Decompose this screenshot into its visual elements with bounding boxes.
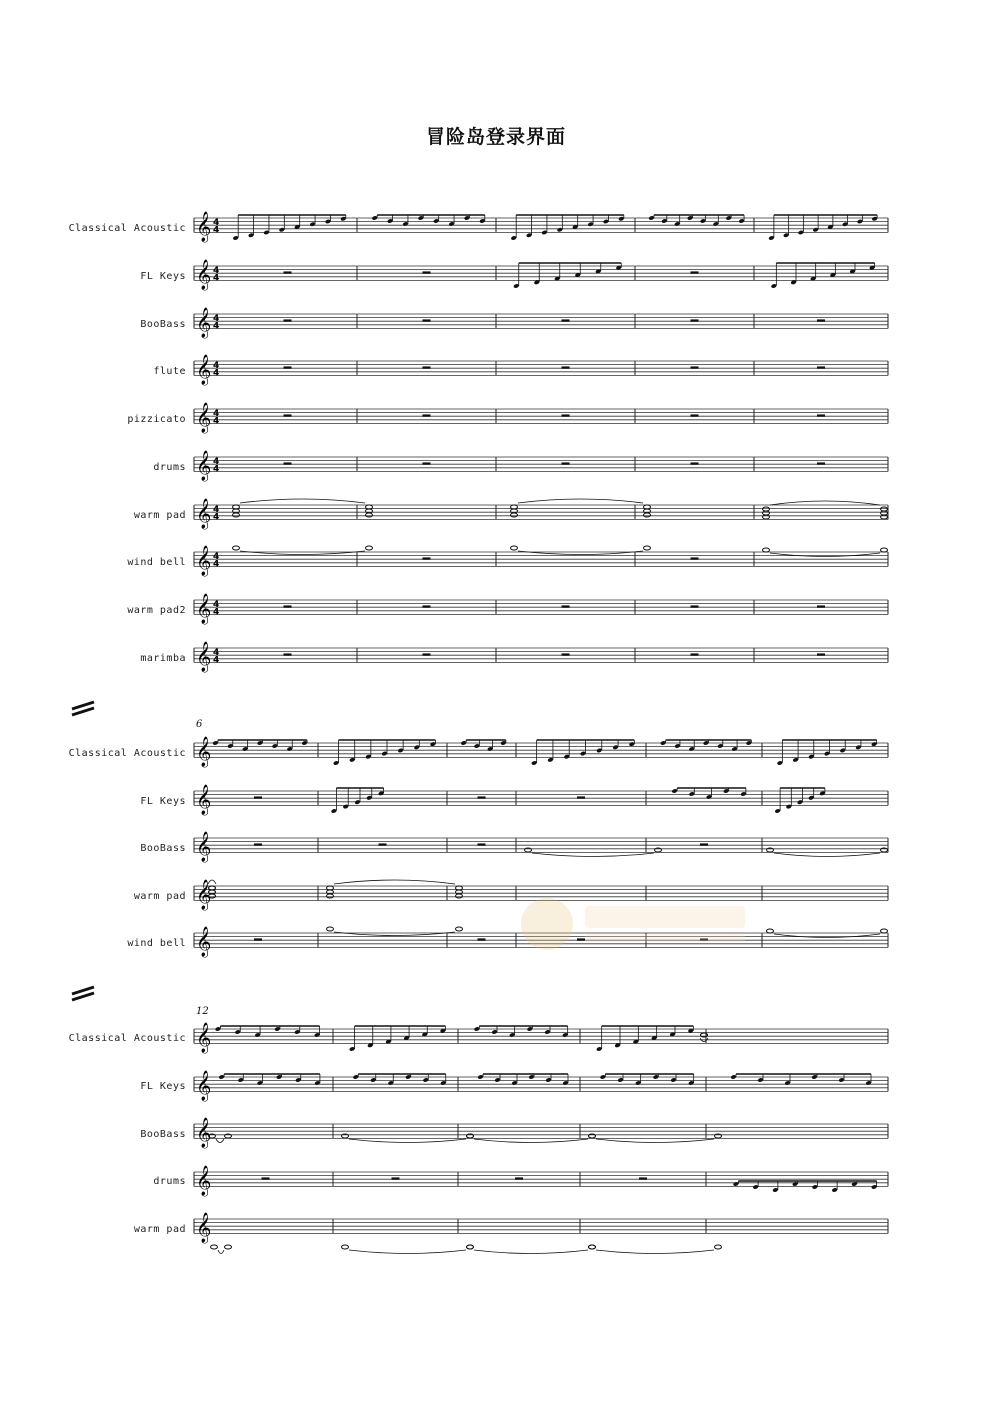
whole-rest [262,1177,270,1179]
whole-note [211,1245,218,1249]
whole-note [881,929,888,933]
time-signature-top: 4 [213,505,220,515]
instrument-label: FL Keys [140,1081,186,1092]
instrument-label: warm pad [133,510,186,521]
whole-rest [577,796,585,798]
time-signature-bottom: 4 [213,655,220,666]
whole-note [225,1245,232,1249]
tie [474,1250,588,1254]
treble-clef-icon: 𝄞 [196,880,212,910]
whole-rest [515,1177,523,1179]
whole-rest [423,462,431,464]
whole-rest [284,366,292,368]
time-signature-bottom: 4 [213,607,220,618]
whole-note [327,894,334,898]
measure-number: 6 [196,719,203,730]
instrument-label: drums [153,1176,186,1187]
whole-rest [284,462,292,464]
instrument-label: drums [153,462,186,473]
whole-note [366,546,373,550]
whole-note [456,927,463,931]
treble-clef-icon: 𝄞 [196,1213,212,1243]
instrument-label: FL Keys [140,271,186,282]
whole-rest [423,653,431,655]
whole-note [327,927,334,931]
whole-note [644,546,651,550]
instrument-label: Classical Acoustic [68,223,186,234]
whole-rest [691,366,699,368]
instrument-label: Classical Acoustic [68,1033,186,1044]
whole-rest [691,271,699,273]
whole-rest [817,462,825,464]
tie [349,1250,466,1254]
whole-note [763,511,770,515]
treble-clef-icon: 𝄞 [196,737,212,767]
whole-rest [423,271,431,273]
tie [240,499,365,503]
treble-clef-icon: 𝄞 [196,1071,212,1101]
whole-rest [478,938,486,940]
instrument-label: Classical Acoustic [68,748,186,759]
instrument-label: flute [153,366,186,377]
whole-rest [379,843,387,845]
treble-clef-icon: 𝄞 [196,308,212,338]
whole-note [767,929,774,933]
tie [334,880,455,884]
tie [240,551,365,555]
whole-rest [284,414,292,416]
whole-rest [691,653,699,655]
tie [518,499,643,503]
tie [596,1139,714,1143]
treble-clef-icon: 𝄞 [196,785,212,815]
whole-rest [423,605,431,607]
whole-rest [562,462,570,464]
instrument-label: pizzicato [127,414,186,425]
instrument-label: marimba [140,653,186,664]
whole-note [715,1245,722,1249]
whole-rest [423,557,431,559]
whole-rest [478,843,486,845]
whole-rest [254,843,262,845]
whole-rest [817,605,825,607]
whole-rest [392,1177,400,1179]
whole-note [233,546,240,550]
whole-note [881,548,888,552]
tie [770,501,880,505]
tie [334,932,455,936]
whole-rest [254,938,262,940]
whole-rest [562,319,570,321]
time-signature-bottom: 4 [213,512,220,523]
time-signature-top: 4 [213,218,220,228]
treble-clef-icon: 𝄞 [196,403,212,433]
tie [596,1250,714,1254]
whole-note [456,894,463,898]
whole-rest [284,653,292,655]
whole-rest [691,414,699,416]
time-signature-top: 4 [213,314,220,324]
whole-rest [639,1177,647,1179]
whole-note [763,548,770,552]
tie [349,1139,466,1143]
time-signature-bottom: 4 [213,464,220,475]
treble-clef-icon: 𝄞 [196,546,212,576]
whole-note [644,513,651,517]
time-signature-bottom: 4 [213,559,220,570]
whole-rest [691,557,699,559]
whole-rest [254,796,262,798]
whole-note [366,513,373,517]
time-signature-top: 4 [213,409,220,419]
time-signature-bottom: 4 [213,225,220,236]
whole-rest [562,414,570,416]
instrument-label: BooBass [140,319,186,330]
instrument-label: warm pad [133,891,186,902]
time-signature-top: 4 [213,361,220,371]
tie [532,853,654,857]
time-signature-top: 4 [213,457,220,467]
whole-rest [817,366,825,368]
treble-clef-icon: 𝄞 [196,499,212,529]
treble-clef-icon: 𝄞 [196,355,212,385]
instrument-label: FL Keys [140,796,186,807]
page-title: 冒险岛登录界面 [425,126,566,148]
whole-rest [700,843,708,845]
treble-clef-icon: 𝄞 [196,832,212,862]
treble-clef-icon: 𝄞 [196,451,212,481]
treble-clef-icon: 𝄞 [196,260,212,290]
whole-note [511,546,518,550]
tie [518,551,643,555]
whole-rest [284,319,292,321]
instrument-label: warm pad2 [127,605,186,616]
tie [474,1139,588,1143]
whole-rest [562,366,570,368]
whole-note [342,1245,349,1249]
whole-rest [478,796,486,798]
treble-clef-icon: 𝄞 [196,212,212,242]
instrument-label: warm pad [133,1224,186,1235]
whole-rest [284,605,292,607]
measure-number: 12 [196,1006,209,1017]
whole-rest [562,653,570,655]
time-signature-top: 4 [213,600,220,610]
time-signature-top: 4 [213,648,220,658]
time-signature-bottom: 4 [213,321,220,332]
instrument-label: wind bell [127,938,186,949]
whole-rest [423,319,431,321]
instrument-label: BooBass [140,843,186,854]
treble-clef-icon: 𝄞 [196,642,212,672]
whole-note [511,513,518,517]
whole-rest [691,462,699,464]
instrument-label: wind bell [127,557,186,568]
whole-rest [817,319,825,321]
treble-clef-icon: 𝄞 [196,594,212,624]
whole-rest [577,938,585,940]
whole-note [467,1245,474,1249]
whole-note [233,513,240,517]
whole-rest [284,271,292,273]
whole-rest [691,605,699,607]
whole-note [589,1245,596,1249]
treble-clef-icon: 𝄞 [196,1166,212,1196]
whole-rest [562,605,570,607]
treble-clef-icon: 𝄞 [196,1023,212,1053]
whole-rest [423,414,431,416]
time-signature-top: 4 [213,266,220,276]
time-signature-top: 4 [213,552,220,562]
whole-rest [691,319,699,321]
whole-rest [700,938,708,940]
time-signature-bottom: 4 [213,368,220,379]
instrument-label: BooBass [140,1129,186,1140]
treble-clef-icon: 𝄞 [196,927,212,957]
whole-rest [423,366,431,368]
tie [216,1139,224,1143]
whole-rest [817,414,825,416]
whole-rest [817,653,825,655]
tie [774,853,880,857]
treble-clef-icon: 𝄞 [196,1118,212,1148]
time-signature-bottom: 4 [213,273,220,284]
time-signature-bottom: 4 [213,416,220,427]
whole-note [881,511,888,515]
tie [218,1250,224,1254]
